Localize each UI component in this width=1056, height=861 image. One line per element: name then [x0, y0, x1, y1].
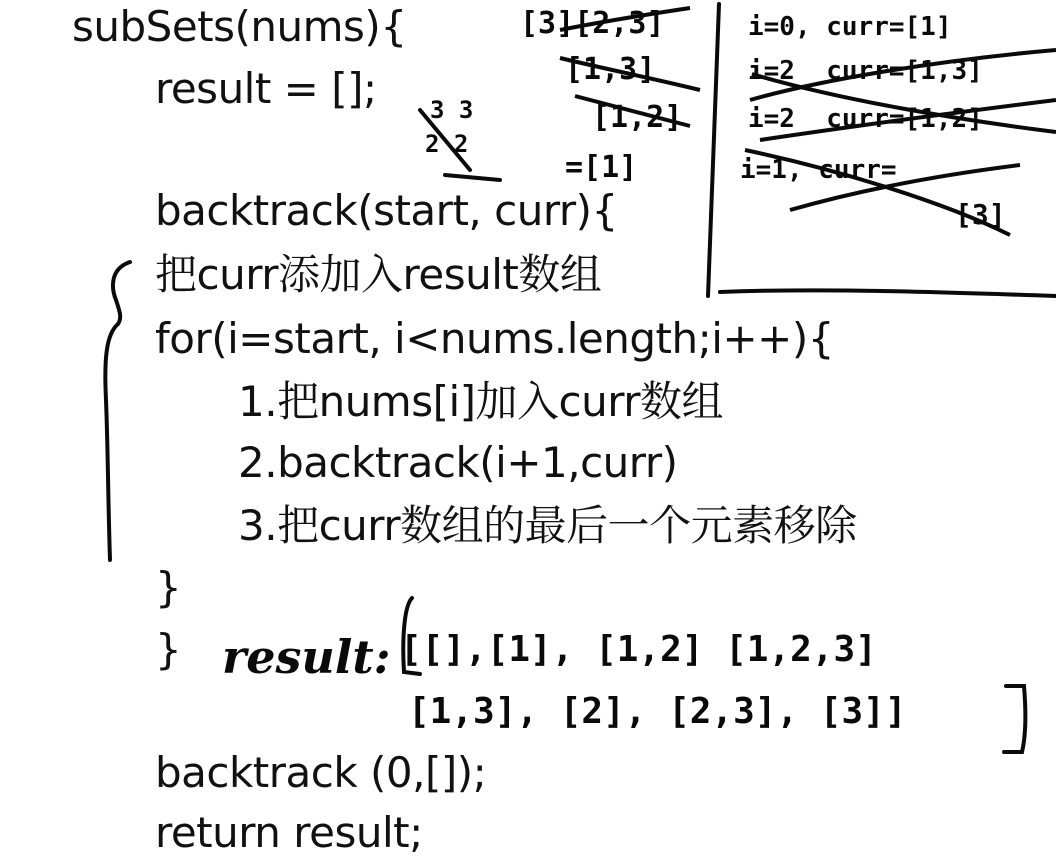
- handwritten-box-row-2: i=2 curr=[1,3]: [748, 56, 983, 86]
- box-crossout-5: [790, 165, 1020, 210]
- stack-crossout-1: [560, 8, 690, 30]
- trace-box-bottom-edge: [720, 290, 1056, 296]
- code-line-backtrack-call: backtrack (0,[]);: [155, 748, 487, 797]
- handwritten-stack-2: [1,3]: [565, 52, 656, 87]
- result-close-bracket: [1004, 686, 1025, 752]
- handwritten-box-row-4: i=1, curr=: [740, 155, 897, 185]
- box-crossout-3: [760, 100, 1056, 140]
- handwritten-stack-4: =[1]: [565, 150, 638, 185]
- box-crossout-2: [752, 74, 1056, 132]
- stack-crossout-2: [560, 58, 700, 90]
- code-line-return: return result;: [155, 808, 423, 857]
- left-brace-stroke: [105, 262, 130, 560]
- handwritten-digits-a: 3 3: [430, 96, 474, 124]
- handwritten-box-row-5: [3]: [955, 198, 1006, 231]
- code-line-close-backtrack: }: [155, 625, 182, 674]
- result-open-bracket: [403, 598, 420, 674]
- code-line-backtrack-def: backtrack(start, curr){: [155, 186, 618, 235]
- handwritten-box-row-1: i=0, curr=[1]: [748, 12, 952, 42]
- handwritten-box-row-3: i=2 curr=[1,2]: [748, 104, 983, 134]
- trace-box-left-edge: [708, 4, 719, 296]
- code-line-for-loop: for(i=start, i<nums.length;i++){: [155, 314, 834, 363]
- code-line-close-for: }: [155, 563, 182, 612]
- code-line-step-2: 2.backtrack(i+1,curr): [238, 438, 678, 487]
- code-line-step-1: 1.把nums[i]加入curr数组: [238, 377, 724, 426]
- handwritten-digits-b: 2 2: [425, 130, 469, 158]
- handwritten-result-row-1: [[],[1], [1,2] [1,2,3]: [400, 629, 877, 670]
- handwritten-stack-3: [1,2]: [592, 100, 683, 135]
- code-line-function-header: subSets(nums){: [72, 2, 407, 51]
- code-line-result-init: result = [];: [155, 64, 377, 113]
- code-line-add-curr: 把curr添加入result数组: [155, 250, 602, 299]
- digits-crossout: [420, 110, 500, 180]
- handwritten-result-label: result:: [222, 630, 391, 684]
- box-crossout-4: [745, 150, 1010, 235]
- box-crossout-1: [750, 50, 1056, 100]
- handwritten-stack-top: [3][2,3]: [520, 6, 665, 41]
- handwritten-result-row-2: [1,3], [2], [2,3], [3]]: [408, 691, 907, 732]
- code-line-step-3: 3.把curr数组的最后一个元素移除: [238, 501, 857, 550]
- stack-crossout-3: [575, 96, 690, 126]
